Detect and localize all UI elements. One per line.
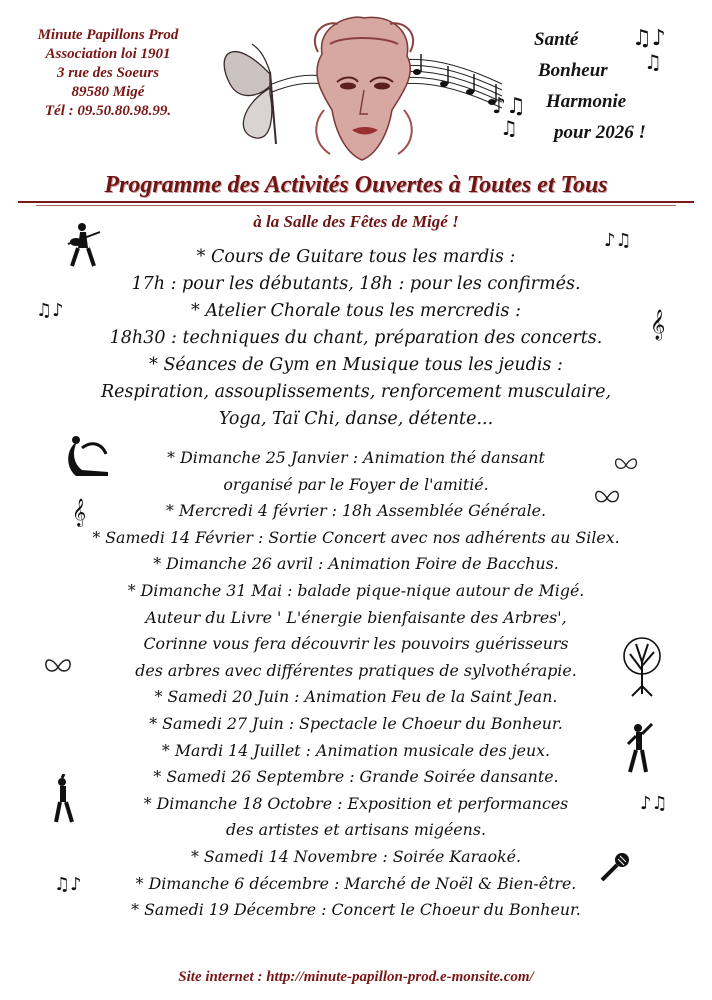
yoga-pose-icon: [62, 434, 114, 478]
address-street: 3 rue des Soeurs: [56, 65, 160, 81]
weekly-activity-line: * Séances de Gym en Musique tous les jeudis :: [149, 355, 563, 375]
contact-block: [8, 26, 208, 121]
butterfly-icon: [44, 656, 72, 678]
greeting-line: Santé: [534, 29, 579, 50]
association-status: Association loi 1901: [45, 46, 171, 62]
music-notes-icon: ♫: [644, 50, 662, 74]
event-line: * Mardi 14 Juillet : Animation musicale des jeux.: [161, 740, 551, 760]
butterfly-icon: [614, 456, 638, 474]
music-notes-icon: ♪♫: [604, 230, 632, 251]
venue-subtitle: à la Salle des Fêtes de Migé !: [253, 212, 459, 231]
event-line: * Dimanche 31 Mai : balade pique-nique autour de Migé.: [127, 580, 585, 600]
header-illustration: [212, 14, 512, 170]
event-line: * Dimanche 18 Octobre : Exposition et performances: [143, 793, 569, 813]
event-line: * Dimanche 26 avril : Animation Foire de Bacchus.: [153, 554, 559, 574]
event-line: organisé par le Foyer de l'amitié.: [223, 474, 489, 494]
page-title: Programme des Activités Ouvertes à Toutes et Tous: [104, 172, 608, 198]
butterfly-icon: [594, 488, 620, 508]
dancer-icon: [624, 722, 654, 774]
address-city: 89580 Migé: [71, 84, 145, 100]
music-notes-icon: ♫♪: [36, 300, 64, 321]
weekly-activity-line: * Cours de Guitare tous les mardis :: [196, 247, 516, 267]
music-notes-icon: ♫: [500, 116, 518, 140]
music-notes-icon: ♫♪: [54, 874, 82, 895]
music-notes-icon: ♫♪: [632, 26, 666, 51]
woman-face-illustration: [315, 17, 413, 160]
greeting-line: pour 2026 !: [554, 122, 646, 143]
event-line: * Samedi 19 Décembre : Concert le Choeur du Bonheur.: [131, 900, 581, 920]
music-notes-icon: ♪♫: [492, 94, 526, 119]
weekly-activity-line: Respiration, assouplissements, renforcement musculaire,: [100, 382, 612, 402]
title-underline: [18, 201, 694, 203]
weekly-activity-line: 18h30 : techniques du chant, préparation des concerts.: [109, 328, 603, 348]
tree-icon: [618, 636, 666, 698]
microphone-icon: [598, 850, 632, 884]
treble-clef-icon: 𝄞: [72, 498, 87, 526]
event-line: * Dimanche 6 décembre : Marché de Noël & Bien-être.: [135, 873, 577, 893]
guitarist-icon: [64, 222, 104, 270]
weekly-activity-line: Yoga, Taï Chi, danse, détente...: [218, 409, 494, 429]
event-line: des arbres avec différentes pratiques de sylvothérapie.: [135, 660, 577, 680]
association-name: Minute Papillons Prod: [37, 27, 179, 43]
event-line: * Samedi 27 Juin : Spectacle le Choeur du Bonheur.: [149, 713, 563, 733]
weekly-activity-line: 17h : pour les débutants, 18h : pour les confirmés.: [131, 274, 581, 294]
dancer-icon: [52, 774, 78, 824]
treble-clef-icon: 𝄞: [650, 310, 666, 340]
music-notes-icon: ♪♫: [640, 793, 668, 814]
greeting-line: Bonheur: [538, 60, 608, 81]
event-line: * Mercredi 4 février : 18h Assemblée Générale.: [166, 501, 546, 521]
event-line: * Samedi 26 Septembre : Grande Soirée dansante.: [153, 767, 559, 787]
event-line: des artistes et artisans migéens.: [226, 820, 486, 840]
event-line: Auteur du Livre ' L'énergie bienfaisante des Arbres',: [145, 607, 567, 627]
weekly-activity-line: * Atelier Chorale tous les mercredis :: [191, 301, 521, 321]
event-line: * Samedi 20 Juin : Animation Feu de la Saint Jean.: [154, 687, 558, 707]
event-line: * Samedi 14 Novembre : Soirée Karaoké.: [190, 846, 522, 866]
greeting-line: Harmonie: [546, 91, 627, 112]
butterfly-icon: [224, 44, 276, 144]
program-list: [0, 244, 712, 924]
event-line: * Dimanche 25 Janvier : Animation thé dansant: [167, 448, 545, 467]
website-link[interactable]: Site internet : http://minute-papillon-prod.e-monsite.com/: [178, 969, 534, 985]
title-underline-secondary: [36, 205, 676, 206]
event-line: * Samedi 14 Février : Sortie Concert avec nos adhérents au Silex.: [92, 527, 620, 547]
phone-number: Tél : 09.50.80.98.99.: [44, 103, 172, 119]
event-line: Corinne vous fera découvrir les pouvoirs guérisseurs: [143, 634, 569, 654]
